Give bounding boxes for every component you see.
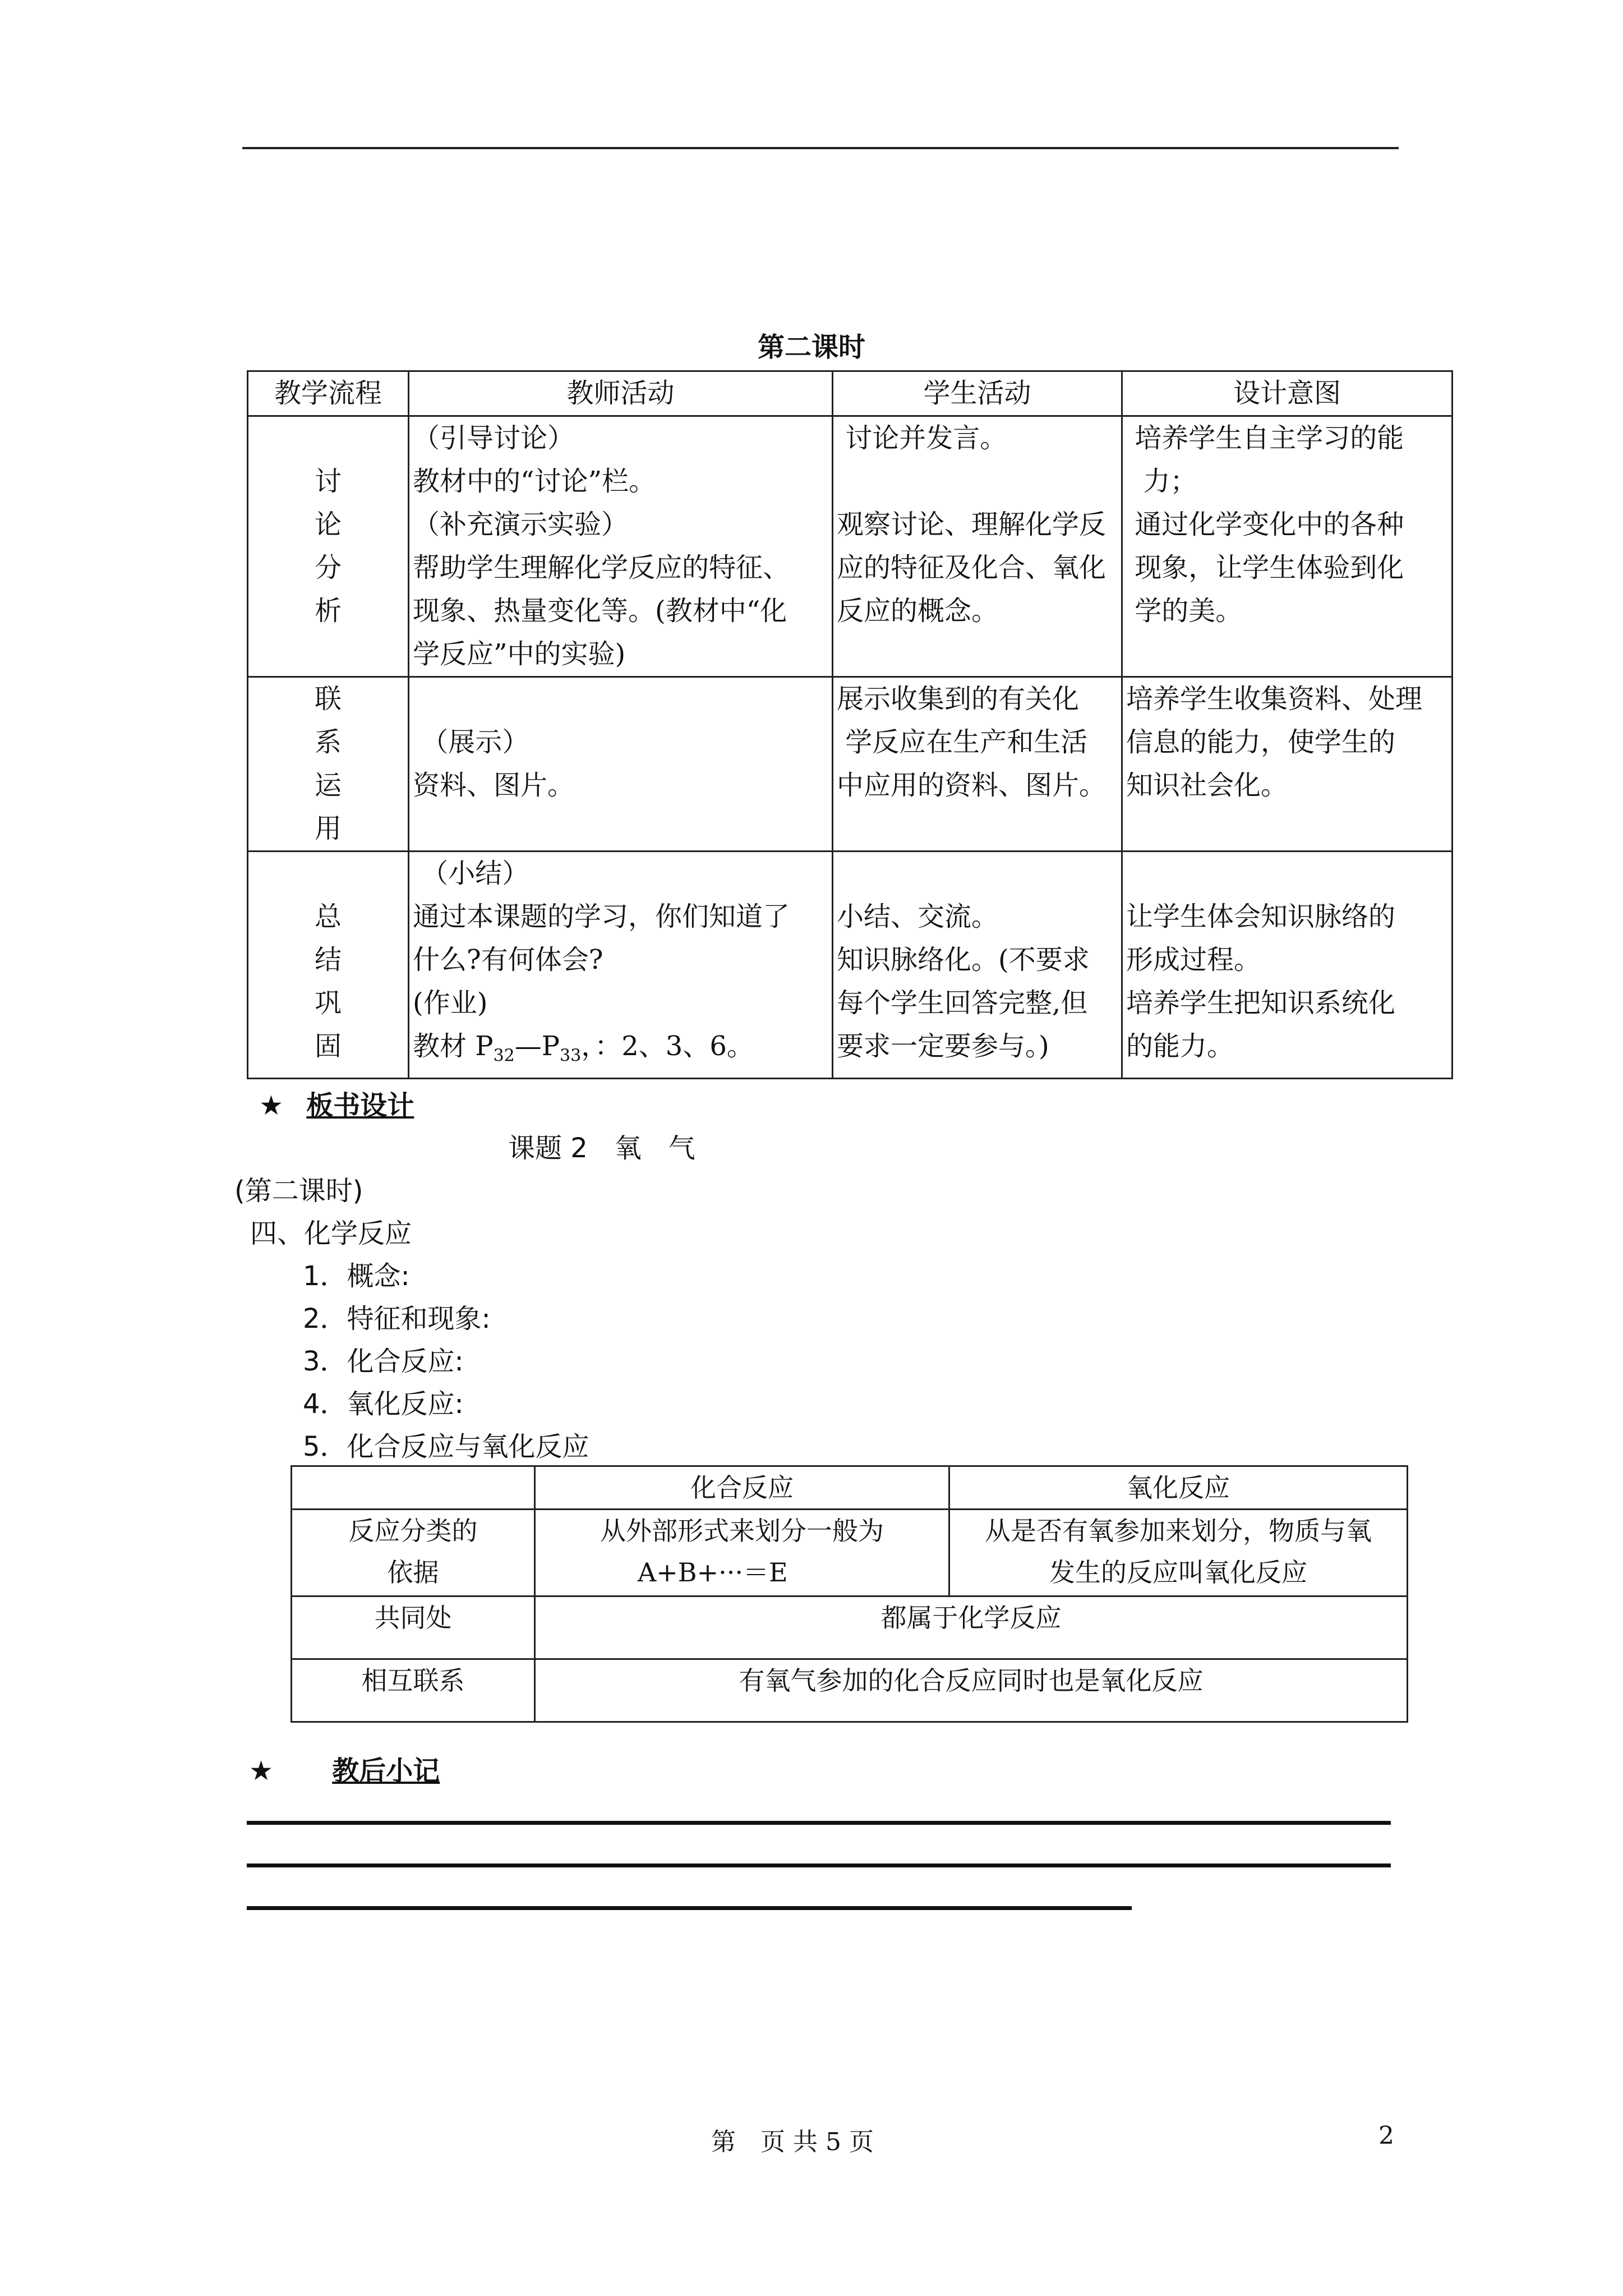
flow-char: 固 <box>314 1030 342 1062</box>
flow-char: 联 <box>314 683 342 715</box>
header-rule <box>242 147 1399 149</box>
teacher-cell <box>409 416 833 677</box>
topic-title: 课题 2 氧 气 <box>508 1133 695 1164</box>
cell-line: 信息的能力，使学生的 <box>1126 726 1396 758</box>
col-header-oxidation: 氧化反应 <box>949 1466 1408 1510</box>
after-notes-title: 教后小记 <box>332 1755 440 1787</box>
writing-line <box>247 1906 1132 1910</box>
homework-suffix: ，：2、3、6。 <box>581 1030 754 1062</box>
common-label-cell: 共同处 <box>292 1596 535 1659</box>
cell-line: （展示） <box>413 726 529 758</box>
student-cell <box>833 852 1122 1079</box>
col-header-combination: 化合反应 <box>535 1466 949 1510</box>
table-row <box>292 1596 1408 1659</box>
writing-line <box>247 1864 1391 1867</box>
relation-label-cell: 相互联系 <box>292 1659 535 1722</box>
comparison-table <box>291 1465 1408 1723</box>
cell-line: 资料、图片。 <box>413 770 575 801</box>
corner-cell <box>292 1466 535 1510</box>
homework-line <box>413 1025 828 1078</box>
homework-page-end: 33 <box>560 1046 582 1066</box>
after-notes-heading <box>249 1749 440 1788</box>
cell-line: 展示收集到的有关化 <box>837 683 1080 715</box>
cell-line: 培养学生自主学习的能 <box>1126 422 1404 454</box>
cell-line: 通过化学变化中的各种 <box>1126 509 1404 540</box>
flow-char: 分 <box>314 552 342 583</box>
writing-line <box>247 1821 1391 1825</box>
cell-line <box>413 678 828 721</box>
outline-item: 1．概念: <box>303 1260 410 1292</box>
cell-line: 现象、热量变化等。(教材中“化 <box>413 595 787 627</box>
cell-line <box>1126 852 1448 895</box>
lesson-title: 第二课时 <box>757 332 865 363</box>
outline-item: 5．化合反应与氧化反应 <box>303 1431 589 1462</box>
cell-line: （补充演示实验） <box>413 509 629 540</box>
board-design-heading <box>259 1084 414 1122</box>
cell-line: 要求一定要参与。) <box>837 1030 1049 1062</box>
cell-line: 培养学生把知识系统化 <box>1126 987 1396 1019</box>
section-title: 四、化学反应 <box>250 1218 412 1249</box>
header-flow: 教学流程 <box>248 371 409 416</box>
intent-cell <box>1122 852 1453 1079</box>
flow-char: 析 <box>314 595 342 627</box>
cell-line: 讨论并发言。 <box>837 422 1007 454</box>
homework-dash: —P <box>514 1030 560 1062</box>
table-row <box>292 1659 1408 1722</box>
header-student: 学生活动 <box>833 371 1122 416</box>
table-row <box>248 416 1453 677</box>
lesson-plan-table <box>247 370 1453 1079</box>
page-number: 2 <box>1378 2122 1394 2150</box>
flow-char: 巩 <box>314 987 342 1019</box>
cell-line: 让学生体会知识脉络的 <box>1126 901 1396 932</box>
cell-line: 学反应在生产和生活 <box>837 726 1088 758</box>
cell-line: 学反应”中的实验) <box>413 638 626 670</box>
cell-line: 依据 <box>387 1557 439 1588</box>
basis-label-cell <box>292 1510 535 1596</box>
teacher-cell <box>409 677 833 852</box>
cell-line: 从外部形式来划分一般为 <box>600 1516 884 1546</box>
student-cell <box>833 677 1122 852</box>
cell-line: 什么?有何体会? <box>413 944 603 976</box>
cell-line: 小结、交流。 <box>837 901 999 932</box>
outline-item: 3．化合反应: <box>303 1346 464 1377</box>
homework-page-start: 32 <box>493 1046 515 1066</box>
cell-line: 知识社会化。 <box>1126 770 1288 801</box>
basis-combination-cell <box>535 1510 949 1596</box>
cell-line: 力； <box>1126 466 1197 497</box>
cell-line: 观察讨论、理解化学反 <box>837 509 1106 540</box>
header-teacher: 教师活动 <box>409 371 833 416</box>
board-design-title: 板书设计 <box>306 1090 414 1121</box>
formula: A+B+···＝E <box>638 1557 788 1588</box>
cell-line: 的能力。 <box>1126 1030 1234 1062</box>
flow-char: 总 <box>314 901 342 932</box>
table-row <box>292 1466 1408 1510</box>
flow-char: 结 <box>314 944 342 976</box>
session-label: (第二课时) <box>234 1175 363 1207</box>
cell-line <box>837 460 1118 503</box>
table-row <box>292 1510 1408 1596</box>
flow-char: 系 <box>314 726 342 758</box>
flow-char: 讨 <box>314 466 342 497</box>
student-cell <box>833 416 1122 677</box>
flow-char: 运 <box>314 770 342 801</box>
cell-line: 中应用的资料、图片。 <box>837 770 1106 801</box>
cell-line: 反应的概念。 <box>837 595 999 627</box>
relation-value-cell: 有氧气参加的化合反应同时也是氧化反应 <box>535 1659 1408 1722</box>
cell-line: 通过本课题的学习，你们知道了 <box>413 901 790 932</box>
cell-line: 学的美。 <box>1126 595 1243 627</box>
flow-char: 用 <box>314 813 342 844</box>
cell-line: (作业) <box>413 987 488 1019</box>
intent-cell <box>1122 677 1453 852</box>
teacher-cell <box>409 852 833 1079</box>
cell-line: 知识脉络化。(不要求 <box>837 944 1090 976</box>
table-row <box>248 852 1453 1079</box>
header-intent: 设计意图 <box>1122 371 1453 416</box>
outline-item: 2．特征和现象: <box>303 1303 491 1335</box>
cell-line: 形成过程。 <box>1126 944 1261 976</box>
flow-cell <box>248 416 409 677</box>
cell-line: 帮助学生理解化学反应的特征、 <box>413 552 790 583</box>
cell-line: 反应分类的 <box>348 1516 478 1546</box>
basis-oxidation-cell <box>949 1510 1408 1596</box>
cell-line: 应的特征及化合、氧化 <box>837 552 1106 583</box>
cell-line: 每个学生回答完整,但 <box>837 987 1088 1019</box>
cell-line: 培养学生收集资料、处理 <box>1126 683 1423 715</box>
table-row <box>248 677 1453 852</box>
common-value-cell: 都属于化学反应 <box>535 1596 1408 1659</box>
flow-cell <box>248 852 409 1079</box>
flow-cell <box>248 677 409 852</box>
cell-line: （小结） <box>413 858 529 889</box>
cell-line <box>837 852 1118 895</box>
outline-item: 4．氧化反应: <box>303 1388 464 1420</box>
table-header-row <box>248 371 1453 416</box>
homework-prefix: 教材 P <box>413 1030 494 1062</box>
cell-line: 教材中的“讨论”栏。 <box>413 466 656 497</box>
flow-char: 论 <box>314 509 342 540</box>
cell-line: 发生的反应叫氧化反应 <box>1049 1557 1307 1588</box>
page-count-text: 第 页 共 5 页 <box>711 2128 874 2156</box>
cell-line: 现象，让学生体验到化 <box>1126 552 1404 583</box>
intent-cell <box>1122 416 1453 677</box>
cell-line: （引导讨论） <box>413 422 575 454</box>
star-icon: ★ <box>249 1755 274 1787</box>
cell-line: 从是否有氧参加来划分，物质与氧 <box>985 1516 1372 1546</box>
star-icon: ★ <box>259 1090 284 1121</box>
